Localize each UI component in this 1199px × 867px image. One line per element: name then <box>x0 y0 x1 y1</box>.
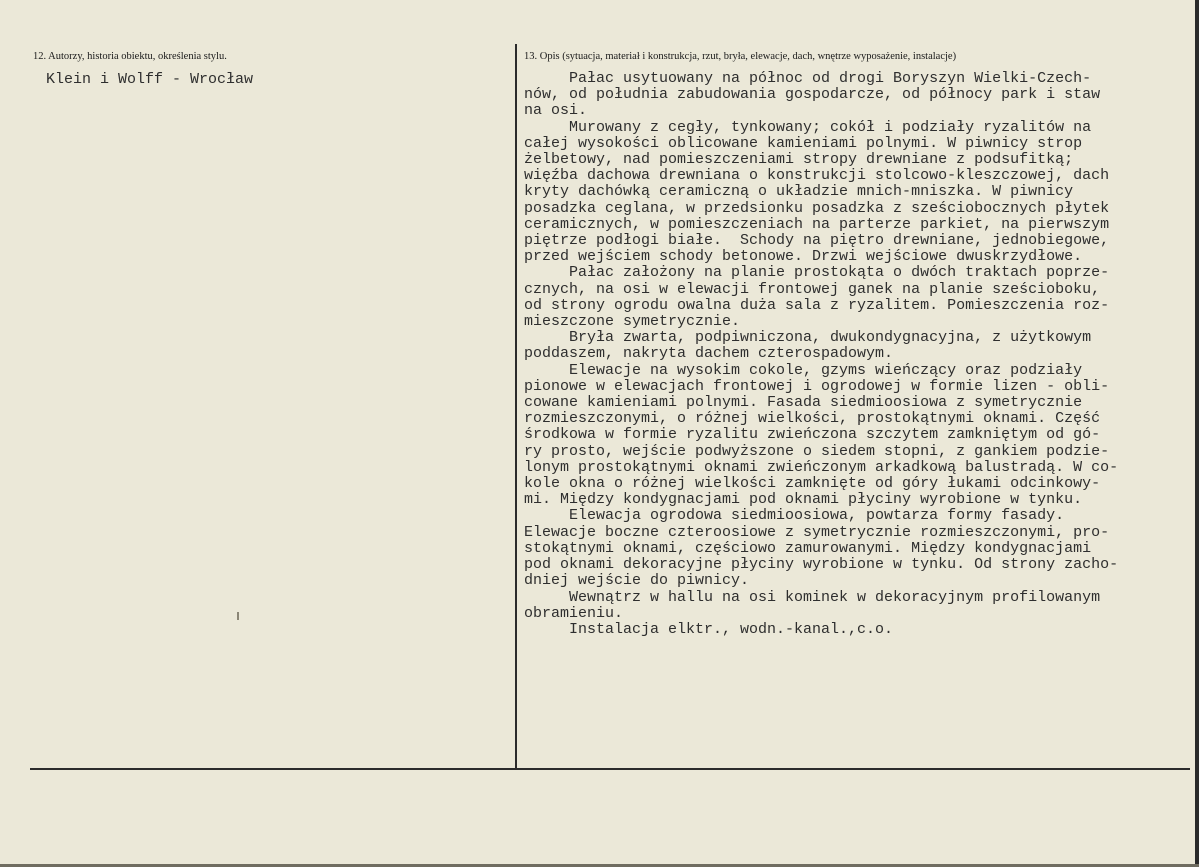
description-line: Bryła zwarta, podpiwniczona, dwukondygnacyjna, z użytkowym <box>524 329 1092 347</box>
description-line: przed wejściem schody betonowe. Drzwi wejściowe dwuskrzydłowe. <box>524 248 1083 266</box>
description-line: rozmieszczonymi, o różnej wielkości, prostokątnymi oknami. Część <box>524 410 1101 428</box>
description-line: Wewnątrz w hallu na osi kominek w dekoracyjnym profilowanym <box>524 588 1101 606</box>
description-line: mieszczone symetrycznie. <box>524 313 741 331</box>
description-line: poddaszem, nakryta dachem czterospadowym. <box>524 345 894 363</box>
section-13-heading: 13. Opis (sytuacja, materiał i konstrukcja, rzut, bryła, elewacje, dach, wnętrze wyposażenie, instalacje) <box>524 51 957 62</box>
description-line: Elewacje na wysokim cokole, gzyms wieńczący oraz podziały <box>524 361 1083 379</box>
description-line: środkowa w formie ryzalitu zwieńczona szczytem zamkniętym od gó- <box>524 426 1101 444</box>
description-line: cznych, na osi w elewacji frontowej ganek na planie sześcioboku, <box>524 280 1101 298</box>
description-line: Pałac założony na planie prostokąta o dwóch traktach poprze- <box>524 264 1110 282</box>
description-line: mi. Między kondygnacjami pod oknami płyciny wyrobione w tynku. <box>524 491 1083 509</box>
description-text <box>524 71 1118 638</box>
authors-text: Klein i Wolff - Wrocław <box>46 71 254 88</box>
description-line: pionowe w elewacjach frontowej i ogrodowej w formie lizen - obli- <box>524 377 1110 395</box>
description-line: więźba dachowa drewniana o konstrukcji stolcowo-kleszczowej, dach <box>524 167 1110 185</box>
description-line: dniej wejście do piwnicy. <box>524 572 750 590</box>
description-line: piętrze podłogi białe. Schody na piętro drewniane, jednobiegowe, <box>524 232 1110 250</box>
description-line: na osi. <box>524 102 588 120</box>
bottom-rule <box>30 768 1190 770</box>
description-line: Instalacja elktr., wodn.-kanal.,c.o. <box>524 620 894 638</box>
description-line: stokątnymi oknami, częściowo zamurowanymi. Między kondygnacjami <box>524 539 1092 557</box>
description-line: kryty dachówką ceramiczną o układzie mnich-mniszka. W piwnicy <box>524 183 1074 201</box>
column-divider <box>515 44 517 769</box>
description-line: Elewacje boczne czteroosiowe z symetrycznie rozmieszczonymi, pro- <box>524 523 1110 541</box>
description-line: ceramicznych, w pomieszczeniach na parterze parkiet, na pierwszym <box>524 215 1110 233</box>
description-line: od strony ogrodu owalna duża sala z ryzalitem. Pomieszczenia roz- <box>524 296 1110 314</box>
card-edge-right <box>1195 0 1199 867</box>
pencil-mark <box>237 612 239 620</box>
description-line: całej wysokości oblicowane kamieniami polnymi. W piwnicy strop <box>524 134 1083 152</box>
description-line: obramieniu. <box>524 604 624 622</box>
description-line: nów, od południa zabudowania gospodarcze, od północy park i staw <box>524 86 1101 104</box>
description-line: kole okna o różnej wielkości zamknięte od góry łukami odcinkowy- <box>524 475 1101 493</box>
description-line: cowane kamieniami polnymi. Fasada siedmioosiowa z symetrycznie <box>524 394 1083 412</box>
description-line: Murowany z cegły, tynkowany; cokół i podziały ryzalitów na <box>524 118 1092 136</box>
section-12-heading: 12. Autorzy, historia obiektu, określenia stylu. <box>33 51 227 62</box>
description-line: ry prosto, wejście podwyższone o siedem stopni, z gankiem podzie- <box>524 442 1110 460</box>
description-line: żelbetowy, nad pomieszczeniami stropy drewniane z podsufitką; <box>524 151 1074 169</box>
description-line: Elewacja ogrodowa siedmioosiowa, powtarza formy fasady. <box>524 507 1065 525</box>
description-line: Pałac usytuowany na północ od drogi Boryszyn Wielki-Czech- <box>524 70 1092 87</box>
description-line: pod oknami dekoracyjne płyciny wyrobione w tynku. Od strony zacho- <box>524 556 1119 574</box>
description-line: lonym prostokątnymi oknami zwieńczonym arkadkową balustradą. W co- <box>524 458 1119 476</box>
description-line: posadzka ceglana, w przedsionku posadzka z sześciobocznych płytek <box>524 199 1110 217</box>
